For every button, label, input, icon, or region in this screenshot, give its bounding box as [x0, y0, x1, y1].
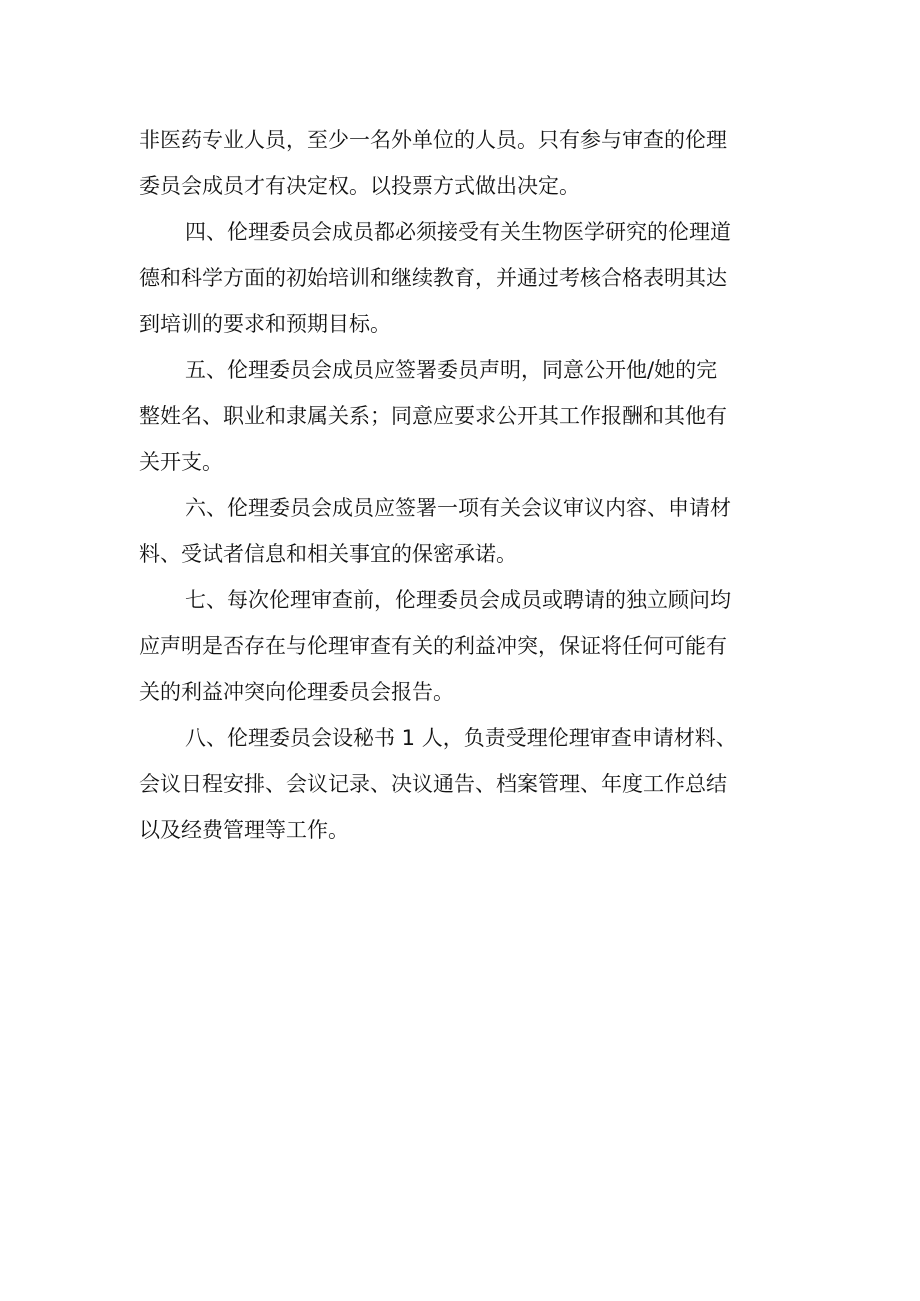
- text-line: 会议日程安排、会议记录、决议通告、档案管理、年度工作总结: [139, 772, 727, 796]
- text-line: 五、伦理委员会成员应签署委员声明，同意公开他/她的完: [185, 358, 718, 382]
- text-line: 整姓名、职业和隶属关系；同意应要求公开其工作报酬和其他有: [139, 404, 727, 428]
- text-line: 以及经费管理等工作。: [139, 818, 349, 842]
- text-line: 四、伦理委员会成员都必须接受有关生物医学研究的伦理道: [185, 220, 731, 244]
- paragraph-item-7: [139, 577, 785, 715]
- document-body: [139, 117, 785, 853]
- text-line: 七、每次伦理审查前，伦理委员会成员或聘请的独立顾问均: [185, 588, 731, 612]
- paragraph-item-5: [139, 347, 785, 485]
- paragraph-item-8: [139, 715, 785, 853]
- paragraph-item-4: [139, 209, 785, 347]
- paragraph-item-6: [139, 485, 785, 577]
- text-line: 委员会成员才有决定权。以投票方式做出决定。: [139, 174, 580, 198]
- text-line: 到培训的要求和预期目标。: [139, 312, 391, 336]
- text-line: 关的利益冲突向伦理委员会报告。: [139, 680, 454, 704]
- text-line: 德和科学方面的初始培训和继续教育，并通过考核合格表明其达: [139, 266, 727, 290]
- text-line: 六、伦理委员会成员应签署一项有关会议审议内容、申请材: [185, 496, 731, 520]
- paragraph-continuation: [139, 117, 785, 209]
- text-line: 应声明是否存在与伦理审查有关的利益冲突，保证将任何可能有: [139, 634, 727, 658]
- text-line: 八、伦理委员会设秘书 1 人，负责受理伦理审查申请材料、: [185, 726, 737, 750]
- text-line: 料、受试者信息和相关事宜的保密承诺。: [139, 542, 517, 566]
- text-line: 关开支。: [139, 450, 223, 474]
- text-line: 非医药专业人员，至少一名外单位的人员。只有参与审查的伦理: [139, 128, 727, 152]
